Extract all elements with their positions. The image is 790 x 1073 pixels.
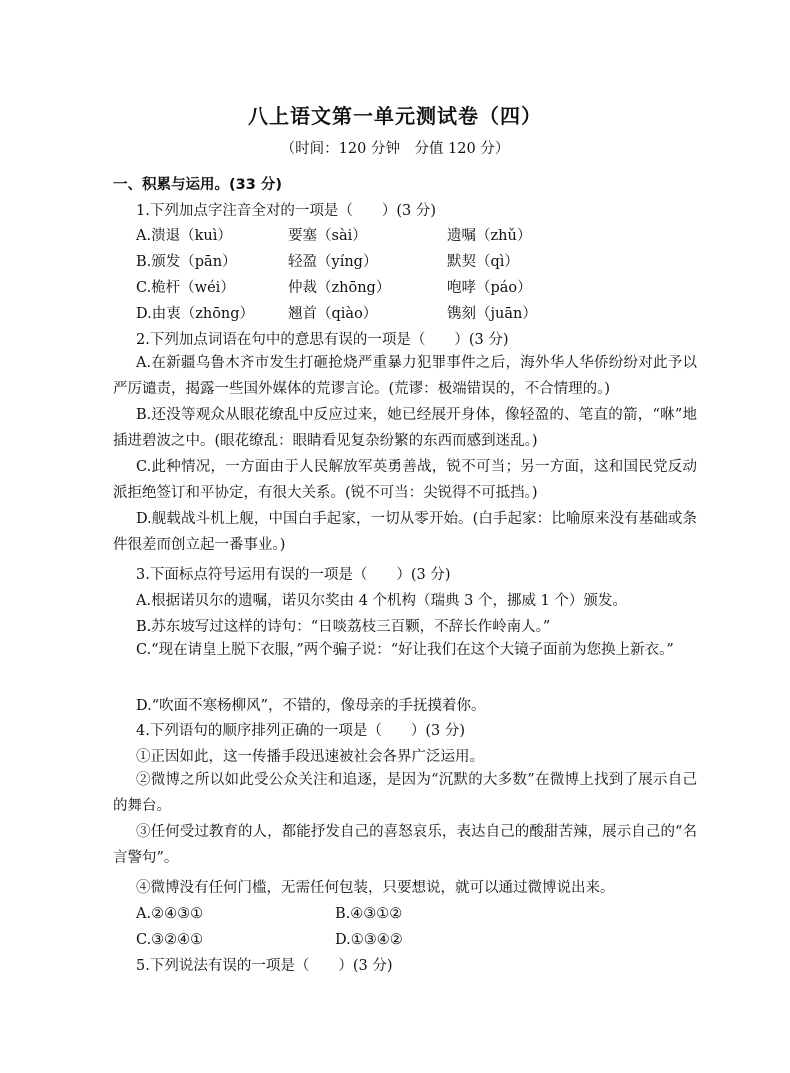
page-title: 八上语文第一单元测试卷（四） bbox=[248, 104, 542, 128]
q3-option-d: D.“吹面不寒杨柳风”，不错的，像母亲的手抚摸着你。 bbox=[136, 698, 486, 714]
q1-option: C.桅杆（wéi） bbox=[136, 280, 235, 296]
q4-sentence-2: ②微博之所以如此受公众关注和追逐，是因为“沉默的大多数”在微博上找到了展示自己的舞台。 bbox=[113, 772, 697, 814]
q4-stem: 4.下列语句的顺序排列正确的一项是（ ）(3 分) bbox=[136, 723, 465, 739]
q4-option-b: B.④③①② bbox=[335, 906, 403, 922]
q5-stem: 5.下列说法有误的一项是（ ）(3 分) bbox=[136, 958, 393, 974]
q2-option-b: B.还没等观众从眼花缭乱中反应过来，她已经展开身体，像轻盈的、笔直的箭，“咻”地插进碧波之中。(眼花缭乱：眼睛看见复杂纷繁的东西而感到迷乱。) bbox=[113, 407, 697, 449]
q2-stem: 2.下列加点词语在句中的意思有误的一项是（ ）(3 分) bbox=[136, 332, 509, 348]
q1-option: B.颁发（pān） bbox=[136, 254, 237, 270]
q1-option: 要塞（sài） bbox=[288, 228, 367, 244]
q1-option: 翘首（qiào） bbox=[288, 306, 378, 322]
q4-option-c: C.③②④① bbox=[136, 932, 204, 948]
q3-option-b: B.苏东坡写过这样的诗句：“日啖荔枝三百颗，不辞长作岭南人。” bbox=[136, 619, 551, 635]
section-heading: 一、积累与运用。(33 分) bbox=[113, 177, 282, 193]
q4-sentence-1: ①正因如此，这一传播手段迅速被社会各界广泛运用。 bbox=[136, 749, 484, 765]
page-subtitle: （时间：120 分钟 分值 120 分） bbox=[280, 141, 510, 157]
q2-option-c: C.此种情况，一方面由于人民解放军英勇善战，锐不可当；另一方面，这和国民党反动派拒绝签订和平协定，有很大关系。(锐不可当：尖锐得不可抵挡。) bbox=[113, 459, 697, 501]
q3-stem: 3.下面标点符号运用有误的一项是（ ）(3 分) bbox=[136, 567, 451, 583]
q3-option-c: C.“现在请皇上脱下衣服，”两个骗子说：“好让我们在这个大镜子面前为您换上新衣。” bbox=[136, 642, 674, 658]
q1-option: 咆哮（páo） bbox=[447, 280, 532, 296]
q1-option: 仲裁（zhōng） bbox=[288, 280, 391, 296]
q2-option-d: D.舰载战斗机上舰，中国白手起家，一切从零开始。(白手起家：比喻原来没有基础或条件很差而创立起一番事业。) bbox=[113, 511, 697, 553]
q4-sentence-4: ④微博没有任何门槛，无需任何包装，只要想说，就可以通过微博说出来。 bbox=[136, 880, 615, 896]
q1-option: 镌刻（juān） bbox=[447, 306, 537, 322]
q1-option: A.溃退（kuì） bbox=[136, 228, 232, 244]
q4-option-a: A.②④③① bbox=[136, 906, 204, 922]
q1-option: 遗嘱（zhǔ） bbox=[447, 228, 532, 244]
q1-option: 默契（qì） bbox=[447, 254, 519, 270]
q2-option-a: A.在新疆乌鲁木齐市发生打砸抢烧严重暴力犯罪事件之后，海外华人华侨纷纷对此予以严厉谴责，揭露一些国外媒体的荒谬言论。(荒谬：极端错误的，不合情理的。) bbox=[113, 355, 697, 397]
q3-option-a: A.根据诺贝尔的遗嘱，诺贝尔奖由 4 个机构（瑞典 3 个，挪威 1 个）颁发。 bbox=[136, 593, 627, 609]
q1-stem: 1.下列加点字注音全对的一项是（ ）(3 分) bbox=[136, 203, 436, 219]
q1-option: D.由衷（zhōng） bbox=[136, 306, 255, 322]
q4-option-d: D.①③④② bbox=[335, 932, 403, 948]
q1-option: 轻盈（yíng） bbox=[288, 254, 378, 270]
q4-sentence-3: ③任何受过教育的人，都能抒发自己的喜怒哀乐，表达自己的酸甜苦辣，展示自己的“名言警句”。 bbox=[113, 824, 697, 866]
